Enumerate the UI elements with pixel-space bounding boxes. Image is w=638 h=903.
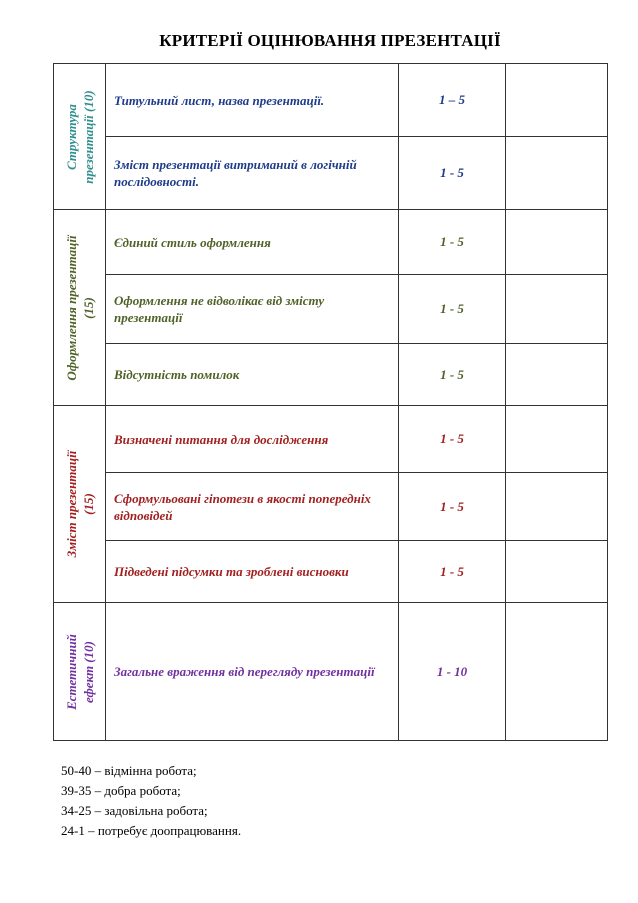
criterion-text: Зміст презентації витриманий в логічній послідовності. <box>106 137 399 210</box>
criterion-text: Єдиний стиль оформлення <box>106 210 399 275</box>
points-cell <box>506 275 608 344</box>
criterion-text: Титульний лист, назва презентації. <box>106 64 399 137</box>
points-cell <box>506 406 608 473</box>
criteria-table <box>53 63 608 741</box>
score-range: 1 - 10 <box>399 603 506 741</box>
score-range: 1 - 5 <box>399 541 506 603</box>
score-range: 1 – 5 <box>399 64 506 137</box>
table-row <box>54 64 608 137</box>
score-range: 1 - 5 <box>399 210 506 275</box>
table-row <box>54 137 608 210</box>
criterion-text: Сформульовані гіпотези в якості попередніх відповідей <box>106 473 399 541</box>
grading-line: 24-1 – потребує доопрацювання. <box>61 823 242 838</box>
points-cell <box>506 344 608 406</box>
section-label-design: Оформлення презентації (15) <box>54 210 106 406</box>
table-row <box>54 603 608 741</box>
grading-line: 50-40 – відмінна робота; <box>61 763 197 778</box>
points-cell <box>506 210 608 275</box>
points-cell <box>506 137 608 210</box>
points-cell <box>506 603 608 741</box>
table-row <box>54 541 608 603</box>
criterion-text: Підведені підсумки та зроблені висновки <box>106 541 399 603</box>
section-label-structure: Структура презентації (10) <box>54 64 106 210</box>
table-row <box>54 473 608 541</box>
table-row <box>54 406 608 473</box>
points-cell <box>506 64 608 137</box>
table-row <box>54 344 608 406</box>
criterion-text: Визначені питання для дослідження <box>106 406 399 473</box>
section-label-content: Зміст презентації (15) <box>54 406 106 603</box>
grading-line: 34-25 – задовільна робота; <box>61 803 208 818</box>
score-range: 1 - 5 <box>399 275 506 344</box>
criterion-text: Загальне враження від перегляду презентації <box>106 603 399 741</box>
criterion-text: Відсутність помилок <box>106 344 399 406</box>
table-row <box>54 275 608 344</box>
section-label-aesthetic: Естетичний ефект (10) <box>54 603 106 741</box>
table-row <box>54 210 608 275</box>
grading-scale <box>61 761 241 841</box>
page-title: КРИТЕРІЇ ОЦІНЮВАННЯ ПРЕЗЕНТАЦІЇ <box>159 31 501 50</box>
grading-line: 39-35 – добра робота; <box>61 783 181 798</box>
points-cell <box>506 473 608 541</box>
score-range: 1 - 5 <box>399 406 506 473</box>
criterion-text: Оформлення не відволікає від змісту презентації <box>106 275 399 344</box>
score-range: 1 - 5 <box>399 137 506 210</box>
points-cell <box>506 541 608 603</box>
score-range: 1 - 5 <box>399 344 506 406</box>
score-range: 1 - 5 <box>399 473 506 541</box>
